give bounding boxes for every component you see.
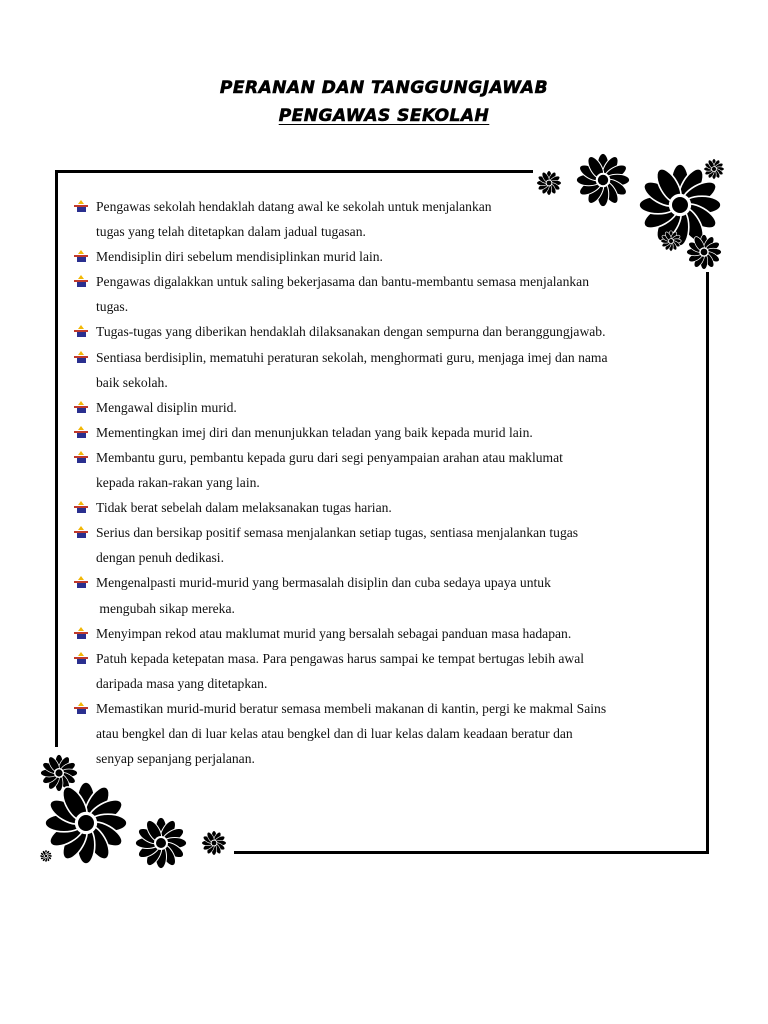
list-item-line: atau bengkel dan di luar kelas atau bengkel dan di luar kelas dalam keadaan beratur dan [96, 725, 573, 741]
list-item [74, 520, 694, 570]
daisy-flower-icon [200, 829, 228, 857]
list-item-line: kepada rakan-rakan yang lain. [96, 475, 260, 491]
list-item [74, 269, 694, 319]
pencil-bullet-icon [74, 250, 88, 262]
list-item-line: Patuh kepada ketepatan masa. Para pengawas harus sampai ke tempat bertugas lebih awal [96, 650, 585, 666]
list-item-line: tugas yang telah ditetapkan dalam jadual tugasan. [96, 224, 366, 240]
list-item [74, 495, 694, 520]
daisy-flower-icon [134, 816, 188, 870]
list-item-line: Mementingkan imej diri dan menunjukkan teladan yang baik kepada murid lain. [96, 424, 533, 440]
list-item-line: Mengawal disiplin murid. [96, 399, 237, 415]
list-item-line: Memastikan murid-murid beratur semasa membeli makanan di kantin, pergi ke makmal Sains [96, 700, 607, 716]
list-item [74, 395, 694, 420]
daisy-flower-icon [685, 233, 723, 271]
list-item-line: Membantu guru, pembantu kepada guru dari segi penyampaian arahan atau maklumat [96, 449, 563, 465]
list-item-line: Tidak berat sebelah dalam melaksanakan tugas harian. [96, 500, 392, 516]
list-item-line: Tugas-tugas yang diberikan hendaklah dilaksanakan dengan sempurna dan beranggungjawab. [96, 324, 606, 340]
pencil-bullet-icon [74, 325, 88, 337]
frame-bottom-border [234, 851, 709, 854]
daisy-flower-icon [659, 229, 683, 253]
frame-right-border [706, 272, 709, 854]
list-item [74, 621, 694, 646]
pencil-bullet-icon [74, 526, 88, 538]
list-item-line: Mendisiplin diri sebelum mendisiplinkan murid lain. [96, 249, 383, 265]
list-item [74, 570, 694, 620]
list-item-line: Pengawas digalakkan untuk saling bekerjasama dan bantu-membantu semasa menjalankan [96, 274, 589, 290]
daisy-flower-icon [535, 169, 563, 197]
list-item-line: Mengenalpasti murid-murid yang bermasalah disiplin dan cuba sedaya upaya untuk [96, 575, 551, 591]
pencil-bullet-icon [74, 451, 88, 463]
list-item-line: Menyimpan rekod atau maklumat murid yang bersalah sebagai panduan masa hadapan. [96, 625, 572, 641]
list-item-line: mengubah sikap mereka. [96, 600, 235, 616]
list-item [74, 646, 694, 696]
list-item-line: senyap sepanjang perjalanan. [96, 751, 255, 767]
duties-list [74, 194, 694, 771]
pencil-bullet-icon [74, 627, 88, 639]
daisy-flower-icon [575, 152, 631, 208]
frame-top-border [55, 170, 533, 173]
list-item-line: tugas. [96, 299, 129, 315]
list-item [74, 445, 694, 495]
list-item-line: dengan penuh dedikasi. [96, 550, 224, 566]
list-item [74, 420, 694, 445]
list-item-line: daripada masa yang ditetapkan. [96, 675, 268, 691]
pencil-bullet-icon [74, 401, 88, 413]
list-item [74, 319, 694, 344]
pencil-bullet-icon [74, 426, 88, 438]
pencil-bullet-icon [74, 501, 88, 513]
pencil-bullet-icon [74, 200, 88, 212]
daisy-flower-icon [44, 781, 128, 865]
list-item-line: Pengawas sekolah hendaklah datang awal ke sekolah untuk menjalankan [96, 199, 492, 214]
pencil-bullet-icon [74, 351, 88, 363]
pencil-bullet-icon [74, 652, 88, 664]
pencil-bullet-icon [74, 275, 88, 287]
pencil-bullet-icon [74, 576, 88, 588]
pencil-bullet-icon [74, 702, 88, 714]
list-item-line: Sentiasa berdisiplin, mematuhi peraturan sekolah, menghormati guru, menjaga imej dan nama [96, 349, 608, 365]
list-item-line: Serius dan bersikap positif semasa menjalankan setiap tugas, sentiasa menjalankan tugas [96, 525, 579, 541]
frame-left-border [55, 170, 58, 747]
list-item [74, 696, 694, 771]
list-item-line: baik sekolah. [96, 374, 168, 390]
page-title-line1: PERANAN DAN TANGGUNGJAWAB [219, 78, 549, 98]
page-title-line2: PENGAWAS SEKOLAH [278, 106, 490, 126]
list-item [74, 244, 694, 269]
list-item [74, 345, 694, 395]
daisy-flower-icon [38, 848, 54, 864]
